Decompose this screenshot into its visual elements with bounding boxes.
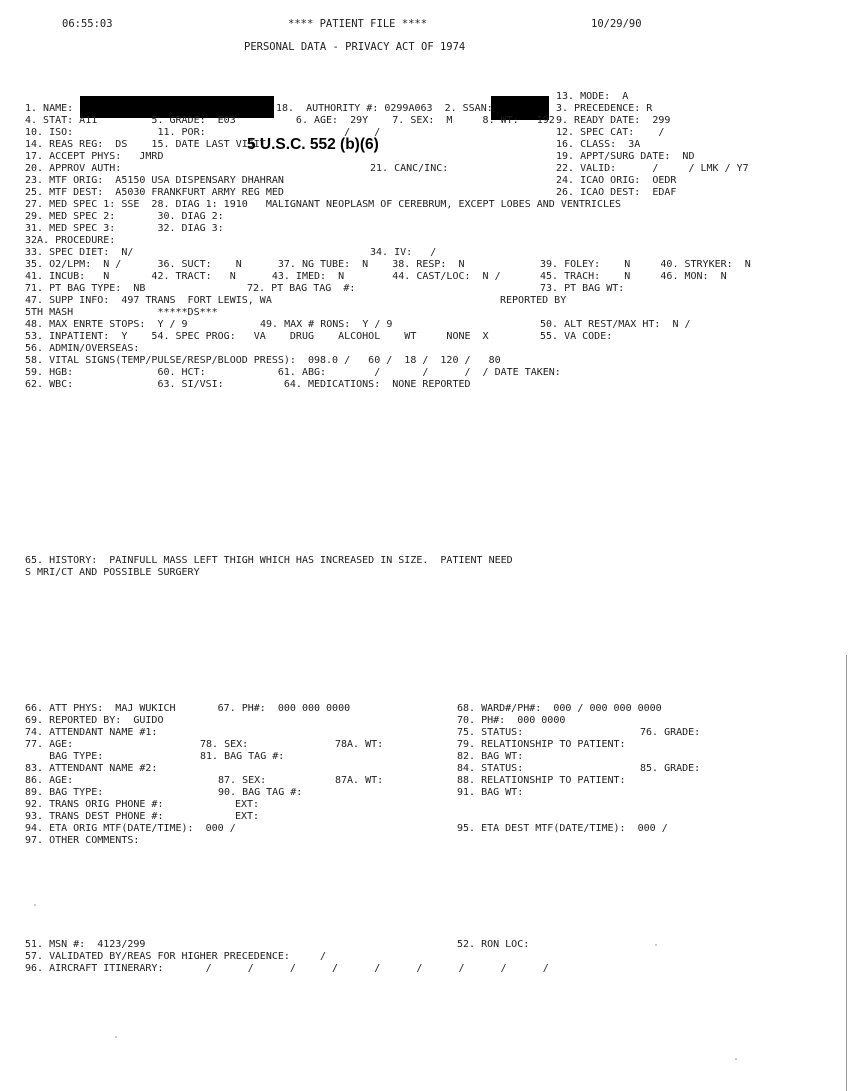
form-field-line: 47. SUPP INFO: 497 TRANS FORT LEWIS, WA	[25, 295, 272, 306]
form-field-line: 20. APPROV AUTH:	[25, 163, 122, 174]
form-field-line: 24. ICAO ORIG: OEDR	[556, 175, 677, 186]
form-field-line: 70. PH#: 000 0000	[457, 715, 566, 726]
form-field-line: 79. RELATIONSHIP TO PATIENT:	[457, 739, 626, 750]
form-field-line: 10. ISO: 11. POR: / /	[25, 127, 381, 138]
form-field-line: 52. RON LOC:	[457, 939, 530, 950]
form-field-line: 26. ICAO DEST: EDAF	[556, 187, 677, 198]
form-field-line: 92. TRANS ORIG PHONE #:	[25, 799, 164, 810]
scan-speck	[34, 904, 36, 906]
scan-speck	[115, 1036, 117, 1038]
form-field-line: EXT:	[235, 811, 260, 822]
form-field-line: 12. SPEC CAT: /	[556, 127, 665, 138]
form-field-line: 17. ACCEPT PHYS: JMRD	[25, 151, 164, 162]
form-field-line: 45. TRACH: N 46. MON: N	[540, 271, 727, 282]
form-field-line: 18. AUTHORITY #: 0299A063 2. SSAN:	[276, 103, 493, 114]
form-field-line: 69. REPORTED BY: GUIDO	[25, 715, 164, 726]
form-field-line: 94. ETA ORIG MTF(DATE/TIME): 000 /	[25, 823, 236, 834]
form-field-line: 1. NAME:	[25, 103, 74, 114]
scan-speck	[735, 1058, 737, 1060]
form-field-line: 32A. PROCEDURE:	[25, 235, 116, 246]
form-field-line: 74. ATTENDANT NAME #1:	[25, 727, 158, 738]
form-field-line: 90. BAG TAG #:	[218, 787, 303, 798]
form-field-line: EXT:	[235, 799, 260, 810]
form-field-line: 50. ALT REST/MAX HT: N /	[540, 319, 691, 330]
form-field-line: 89. BAG TYPE:	[25, 787, 104, 798]
form-field-line: 87. SEX:	[218, 775, 267, 786]
form-field-line: 81. BAG TAG #:	[200, 751, 285, 762]
form-field-line: 95. ETA DEST MTF(DATE/TIME): 000 /	[457, 823, 668, 834]
form-field-line: BAG TYPE:	[25, 751, 104, 762]
form-field-line: 73. PT BAG WT:	[540, 283, 625, 294]
form-field-line: REPORTED BY	[500, 295, 567, 306]
form-field-line: 91. BAG WT:	[457, 787, 524, 798]
scan-edge-line	[846, 655, 847, 1091]
form-field-line: 88. RELATIONSHIP TO PATIENT:	[457, 775, 626, 786]
form-field-line: 75. STATUS:	[457, 727, 524, 738]
foia-exemption-stamp: 5 U.S.C. 552 (b)(6)	[247, 136, 379, 153]
form-field-line: 68. WARD#/PH#: 000 / 000 000 0000	[457, 703, 662, 714]
form-field-line: 21. CANC/INC:	[370, 163, 449, 174]
form-field-line: 49. MAX # RONS: Y / 9	[260, 319, 393, 330]
form-field-line: 23. MTF ORIG: A5150 USA DISPENSARY DHAHRAN	[25, 175, 284, 186]
form-field-line: 27. MED SPEC 1: SSE 28. DIAG 1: 1910 MALIGNANT NEOPLASM OF CEREBRUM, EXCEPT LOBES AND VENTRICLES	[25, 199, 622, 210]
form-field-line: 87A. WT:	[335, 775, 384, 786]
form-field-line: 31. MED SPEC 3: 32. DIAG 3:	[25, 223, 224, 234]
form-field-line: 33. SPEC DIET: N/	[25, 247, 134, 258]
form-field-line: 5TH MASH *****DS***	[25, 307, 218, 318]
form-field-line: 3. PRECEDENCE: R	[556, 103, 653, 114]
form-field-line: 56. ADMIN/OVERSEAS:	[25, 343, 140, 354]
form-field-line: 14. REAS REG: DS 15. DATE LAST VISIT:	[25, 139, 272, 150]
form-field-line: 55. VA CODE:	[540, 331, 613, 342]
form-field-line: 83. ATTENDANT NAME #2:	[25, 763, 158, 774]
form-field-line: 59. HGB: 60. HCT: 61. ABG: / / / / DATE TAKEN:	[25, 367, 561, 378]
form-field-line: 86. AGE:	[25, 775, 74, 786]
form-field-line: 58. VITAL SIGNS(TEMP/PULSE/RESP/BLOOD PRESS): 098.0 / 60 / 18 / 120 / 80	[25, 355, 501, 366]
form-field-line: 66. ATT PHYS: MAJ WUKICH 67. PH#: 000 000 0000	[25, 703, 351, 714]
form-field-line: 76. GRADE:	[640, 727, 701, 738]
form-field-line: 19. APPT/SURG DATE: ND	[556, 151, 695, 162]
form-field-line: 72. PT BAG TAG #:	[247, 283, 356, 294]
form-field-line: 62. WBC: 63. SI/VSI: 64. MEDICATIONS: NONE REPORTED	[25, 379, 471, 390]
document-subtitle: PERSONAL DATA - PRIVACY ACT OF 1974	[244, 41, 466, 53]
scan-speck	[655, 944, 657, 946]
form-field-line: 85. GRADE:	[640, 763, 701, 774]
form-field-line: 13. MODE: A	[556, 91, 629, 102]
form-field-line: 77. AGE:	[25, 739, 74, 750]
form-field-line: 71. PT BAG TYPE: NB	[25, 283, 146, 294]
form-field-line: 29. MED SPEC 2: 30. DIAG 2:	[25, 211, 224, 222]
form-field-line: 39. FOLEY: N 40. STRYKER: N	[540, 259, 751, 270]
form-field-line: 16. CLASS: 3A	[556, 139, 641, 150]
print-time: 06:55:03	[62, 18, 113, 30]
form-field-line: 78A. WT:	[335, 739, 384, 750]
form-field-line: 96. AIRCRAFT ITINERARY: / / / / / / / / /	[25, 963, 549, 974]
form-field-line: 51. MSN #: 4123/299	[25, 939, 146, 950]
form-field-line: 22. VALID: / / LMK / Y7	[556, 163, 749, 174]
form-field-line: 25. MTF DEST: A5030 FRANKFURT ARMY REG MED	[25, 187, 284, 198]
form-field-line: S MRI/CT AND POSSIBLE SURGERY	[25, 567, 200, 578]
form-field-line: 84. STATUS:	[457, 763, 524, 774]
form-field-line: 78. SEX:	[200, 739, 249, 750]
form-field-line: 48. MAX ENRTE STOPS: Y / 9	[25, 319, 188, 330]
form-field-line: 9. READY DATE: 299	[556, 115, 671, 126]
form-field-line: 93. TRANS DEST PHONE #:	[25, 811, 164, 822]
print-date: 10/29/90	[591, 18, 642, 30]
form-field-line: 65. HISTORY: PAINFULL MASS LEFT THIGH WHICH HAS INCREASED IN SIZE. PATIENT NEED	[25, 555, 513, 566]
form-field-line: 82. BAG WT:	[457, 751, 524, 762]
form-field-line: 53. INPATIENT: Y 54. SPEC PROG: VA DRUG ALCOHOL WT NONE X	[25, 331, 489, 342]
form-field-line: 35. O2/LPM: N / 36. SUCT: N 37. NG TUBE: N 38. RESP: N	[25, 259, 465, 270]
form-field-line: 41. INCUB: N 42. TRACT: N 43. IMED: N 44. CAST/LOC: N /	[25, 271, 501, 282]
form-field-line: 34. IV: /	[370, 247, 437, 258]
form-field-line: 4. STAT: A11 5. GRADE: E03 6. AGE: 29Y 7. SEX: M 8. WT: 192	[25, 115, 555, 126]
document-title: **** PATIENT FILE ****	[288, 18, 428, 30]
form-field-line: 97. OTHER COMMENTS:	[25, 835, 140, 846]
form-field-line: 57. VALIDATED BY/REAS FOR HIGHER PRECEDENCE: /	[25, 951, 327, 962]
